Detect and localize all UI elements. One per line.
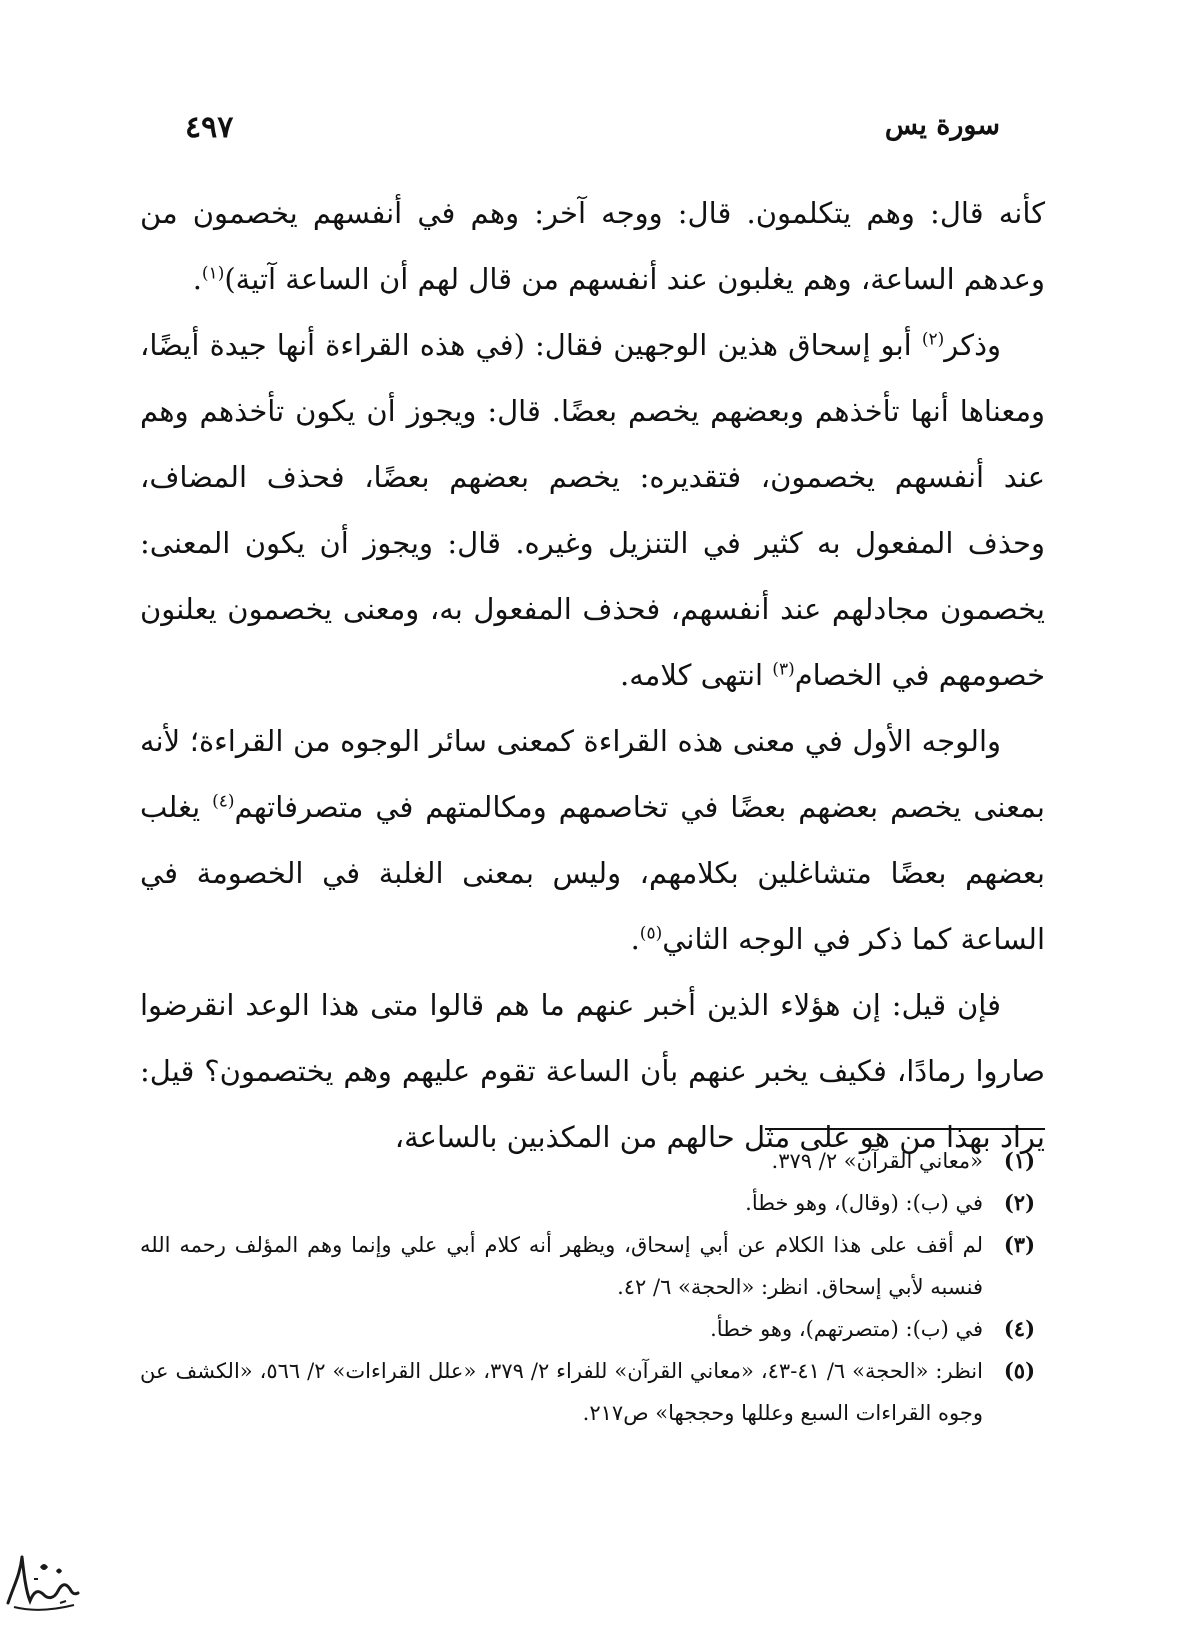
footnote-2 xyxy=(140,1182,1035,1224)
page-header xyxy=(185,110,1000,160)
paragraph-3 xyxy=(140,708,1045,972)
footnotes xyxy=(140,1140,1035,1434)
paragraph-3-text-b: يغلب بعضهم بعضًا متشاغلين بكلامهم، وليس بمعنى الغلبة في الخصومة في الساعة كما ذكر في الوجه الثاني xyxy=(140,790,1045,956)
footnote-number: (١) xyxy=(1003,1148,1035,1173)
footnote-number: (٤) xyxy=(1003,1316,1035,1341)
footnote-ref-1: (١) xyxy=(201,263,225,284)
footnote-3 xyxy=(140,1224,1035,1308)
footnote-text: لم أقف على هذا الكلام عن أبي إسحاق، ويظهر أنه كلام أبي علي وإنما وهم المؤلف رحمه الله فنسبه لأبي إسحاق. انظر: «الحجة» ٦/ ٤٢. xyxy=(140,1233,983,1299)
paragraph-1-text-a: كأنه قال: وهم يتكلمون. قال: ووجه آخر: وهم في أنفسهم يخصمون من وعدهم الساعة، وهم يغلبون عند أنفسهم من قال لهم أن الساعة آتية) xyxy=(140,196,1045,296)
paragraph-2 xyxy=(140,312,1045,708)
paragraph-1 xyxy=(140,180,1045,312)
surah-name: سورة يس xyxy=(884,110,1000,141)
page-number: ٤٩٧ xyxy=(185,110,234,145)
paragraph-3-text-a: والوجه الأول في معنى هذه القراءة كمعنى سائر الوجوه من القراءة؛ لأنه بمعنى يخصم بعضهم بعضًا في تخاصمهم ومكالمتهم في متصرفاتهم xyxy=(140,724,1045,824)
footnote-number: (٣) xyxy=(1003,1232,1035,1257)
footnote-text: في (ب): (متصرتهم)، وهو خطأ. xyxy=(710,1317,983,1341)
paragraph-3-text-c: . xyxy=(630,922,640,956)
calligraphy-stamp-icon xyxy=(0,1545,82,1617)
footnote-text: انظر: «الحجة» ٦/ ٤١-٤٣، «معاني القرآن» للفراء ٢/ ٣٧٩، «علل القراءات» ٢/ ٥٦٦، «الكشف عن وجوه القراءات السبع وعللها وحججها» ص٢١٧. xyxy=(140,1359,983,1425)
footnote-ref-3: (٣) xyxy=(772,659,795,680)
footnote-number: (٢) xyxy=(1003,1190,1035,1215)
footnote-5 xyxy=(140,1350,1035,1434)
footnote-ref-4: (٤) xyxy=(212,791,235,812)
footnote-text: في (ب): (وقال)، وهو خطأ. xyxy=(745,1191,983,1215)
footnote-4 xyxy=(140,1308,1035,1350)
footnote-1 xyxy=(140,1140,1035,1182)
paragraph-4: فإن قيل: إن هؤلاء الذين أخبر عنهم ما هم قالوا متى هذا الوعد انقرضوا صاروا رمادًا، فكيف يخبر عنهم بأن الساعة تقوم عليهم وهم يختصمون؟ قيل: يراد بهذا من هو على مثل حالهم من المكذبين بالساعة، xyxy=(140,988,1045,1154)
paragraph-2-text-a: وذكر xyxy=(944,328,1001,362)
footnote-separator xyxy=(765,1128,1045,1130)
footnote-text: «معاني القرآن» ٢/ ٣٧٩. xyxy=(771,1149,983,1173)
footnote-number: (٥) xyxy=(1003,1358,1035,1383)
footnote-ref-5: (٥) xyxy=(639,923,663,944)
footnote-ref-2: (٢) xyxy=(921,329,945,350)
main-text xyxy=(140,180,1045,1170)
paragraph-2-text-b: أبو إسحاق هذين الوجهين فقال: (في هذه القراءة أنها جيدة أيضًا، ومعناها أنها تأخذهم وبعضهم يخصم بعضًا. قال: ويجوز أن يكون تأخذهم وهم عند أنفسهم يخصمون، فتقديره: يخصم بعضهم بعضًا، فحذف المضاف، وحذف المفعول به كثير في التنزيل وغيره. قال: ويجوز أن يكون المعنى: يخصمون مجادلهم عند أنفسهم، فحذف المفعول به، ومعنى يخصمون يعلنون خصومهم في الخصام xyxy=(140,328,1045,692)
paragraph-1-text-b: . xyxy=(192,262,202,296)
paragraph-2-text-c: انتهى كلامه. xyxy=(620,658,773,692)
